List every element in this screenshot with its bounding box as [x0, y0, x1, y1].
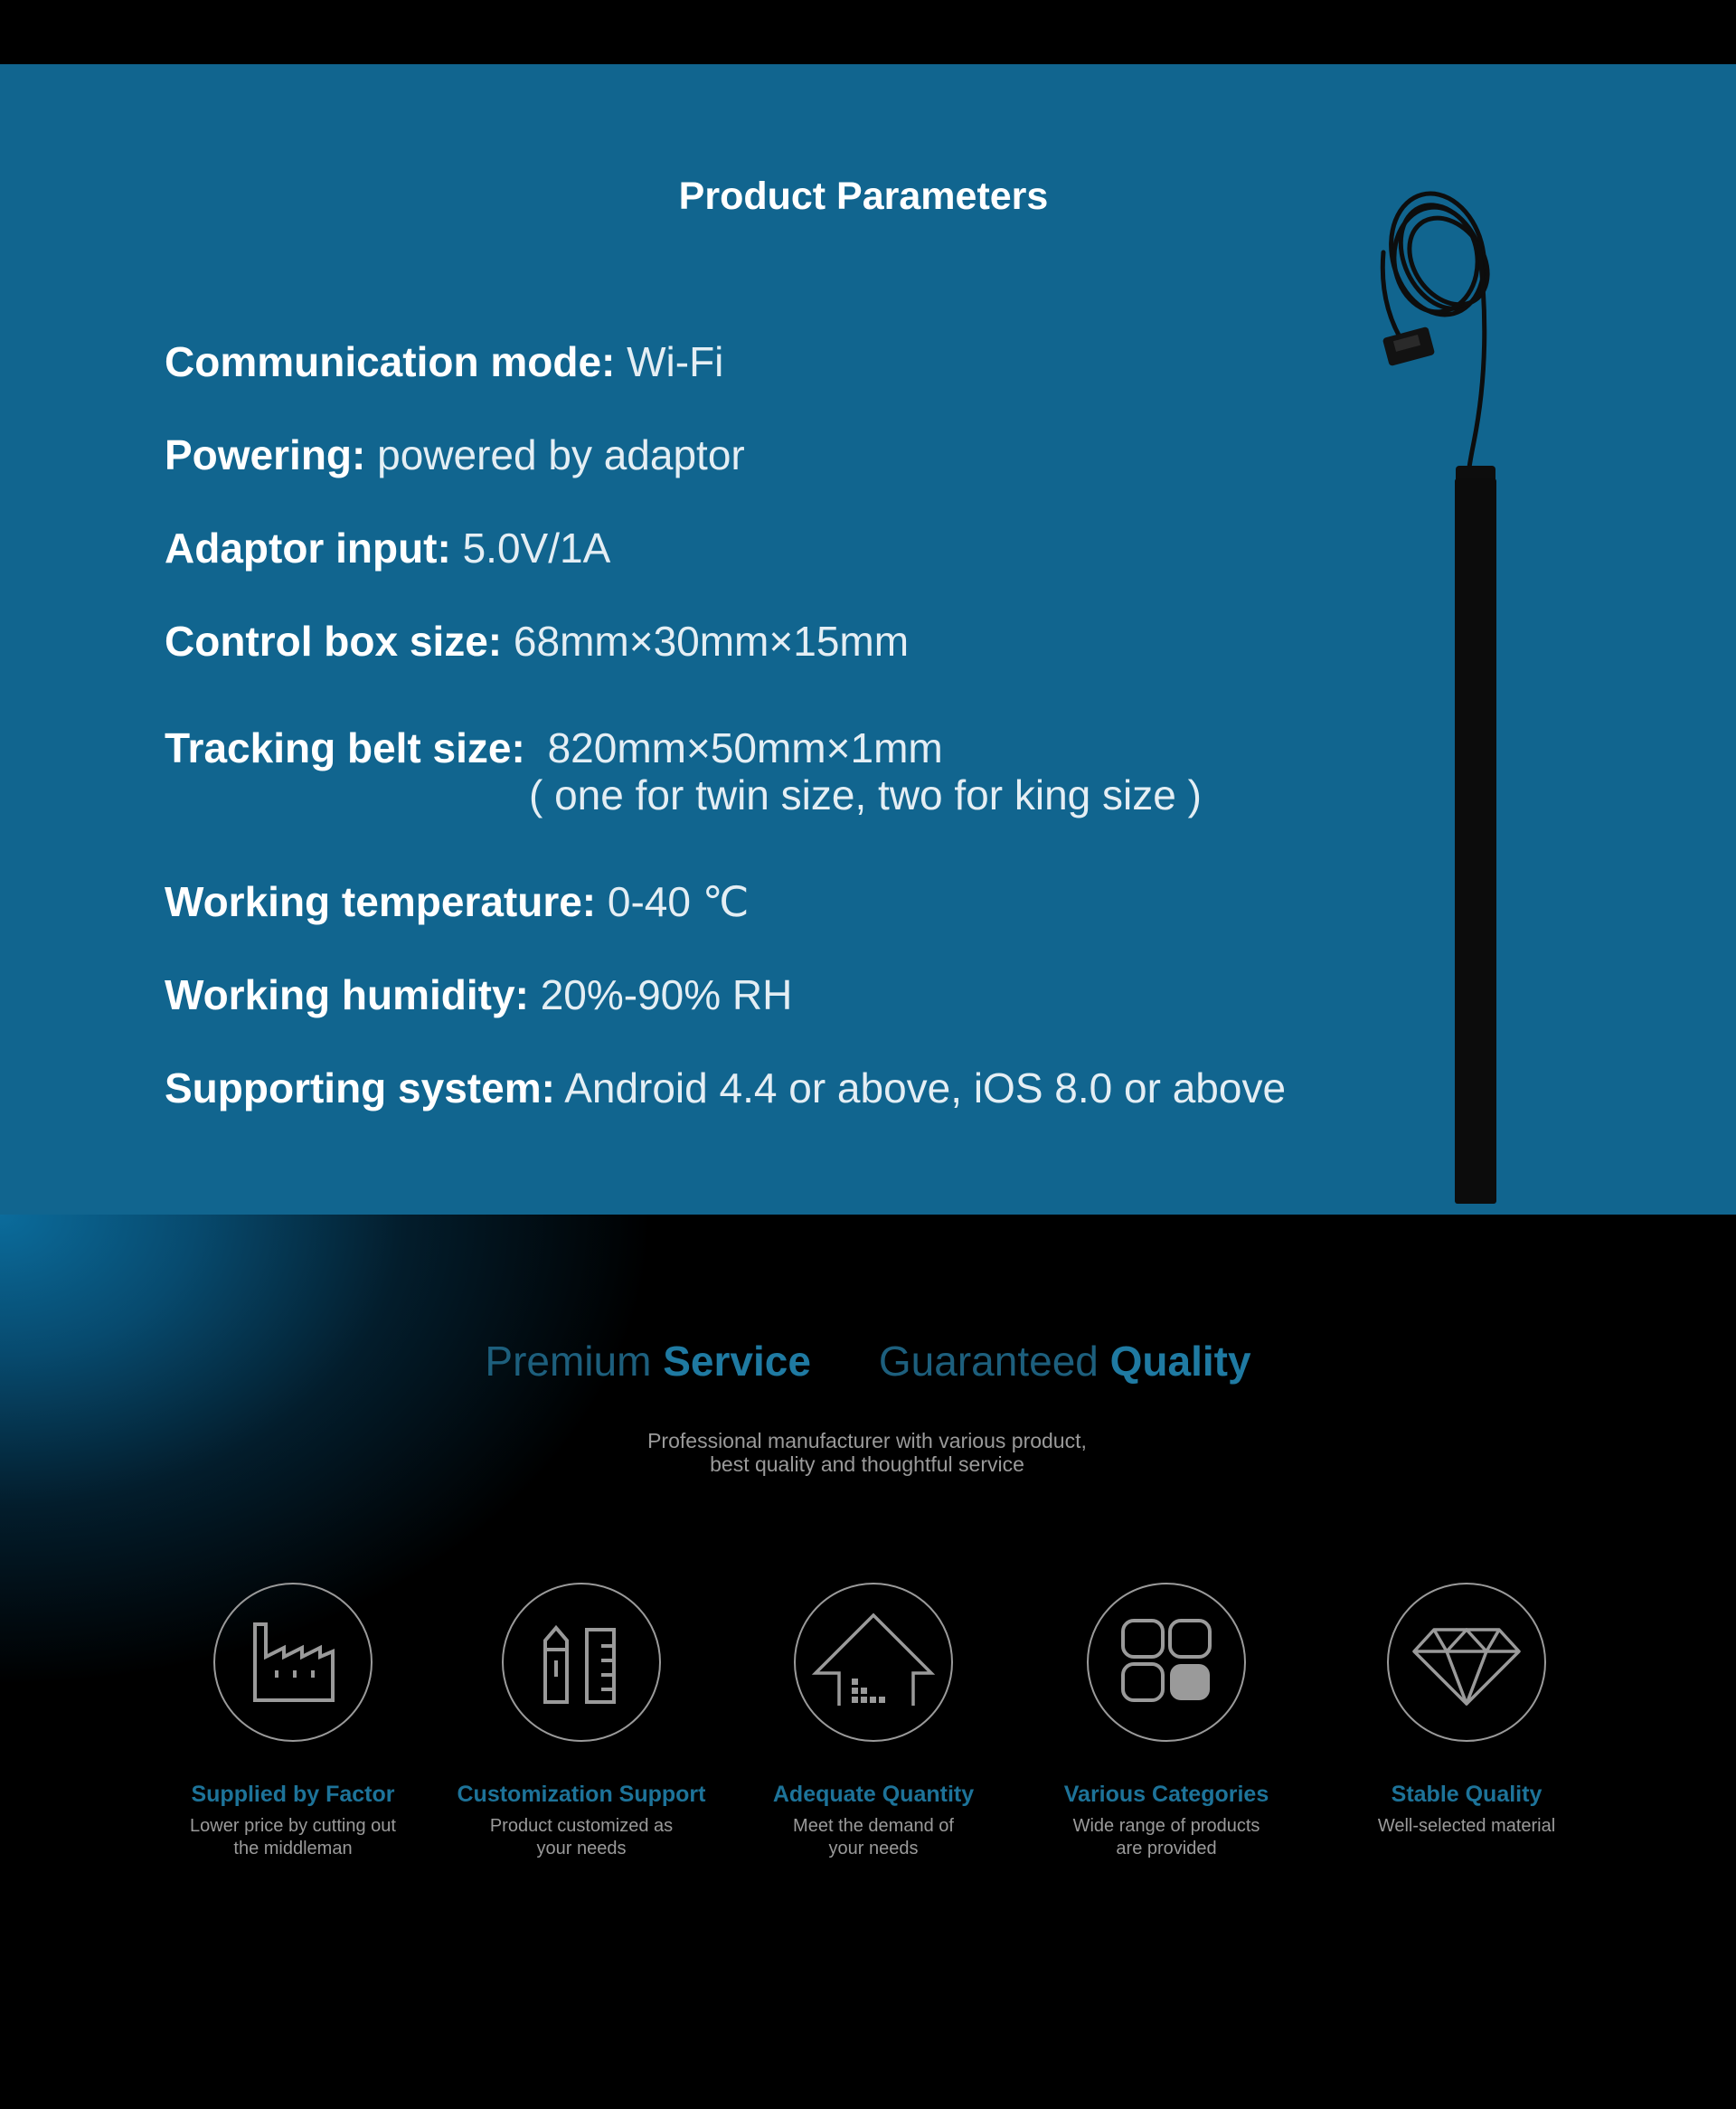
param-label: Control box size:	[165, 618, 503, 665]
feature-description: Product customized as your needs	[489, 1816, 674, 1858]
param-value: 68mm×30mm×15mm	[513, 618, 910, 665]
parameters-panel	[0, 64, 1736, 1215]
param-note: ( one for twin size, two for king size )	[529, 771, 1202, 818]
param-label: Working humidity:	[165, 971, 529, 1018]
parameters-title: Product Parameters	[678, 175, 1049, 218]
service-headline	[0, 1337, 1736, 1386]
param-row-humidity	[165, 970, 792, 1019]
categories-icon	[1089, 1584, 1244, 1740]
feature-description: Meet the demand of your needs	[793, 1816, 954, 1858]
param-label: Communication mode:	[165, 338, 616, 385]
param-value: powered by adaptor	[377, 431, 745, 478]
feature-description: Wide range of products are provided	[1072, 1816, 1260, 1858]
param-row-temperature	[165, 877, 749, 926]
feature-description: Lower price by cutting out the middleman	[190, 1816, 396, 1858]
feature-supplied-by-factor	[148, 1583, 438, 1860]
feature-title: Supplied by Factor	[191, 1782, 395, 1807]
feature-customization-support	[437, 1583, 726, 1860]
house-icon	[796, 1584, 951, 1740]
headline-guaranteed: Guaranteed	[878, 1338, 1110, 1385]
param-row-powering	[165, 430, 745, 479]
param-value: 20%-90% RH	[540, 971, 793, 1018]
param-label: Supporting system:	[165, 1064, 555, 1111]
param-value: 0-40 ℃	[607, 878, 750, 925]
feature-description: Well-selected material	[1377, 1816, 1556, 1836]
param-label: Adaptor input:	[165, 525, 451, 572]
factory-icon	[215, 1584, 371, 1740]
param-value: Wi-Fi	[627, 338, 724, 385]
param-value: 5.0V/1A	[462, 525, 611, 572]
subtitle-line-1: Professional manufacturer with various product,	[647, 1429, 1087, 1452]
feature-title: Stable Quality	[1391, 1782, 1543, 1807]
param-row-communication	[165, 337, 723, 386]
feature-adequate-quantity	[729, 1583, 1018, 1860]
customization-icon	[504, 1584, 659, 1740]
feature-various-categories	[1022, 1583, 1311, 1860]
diamond-icon	[1389, 1584, 1544, 1740]
param-row-control-box	[165, 617, 909, 666]
feature-title: Adequate Quantity	[772, 1782, 975, 1807]
param-row-adaptor-input	[165, 524, 610, 572]
feature-title: Various Categories	[1063, 1782, 1269, 1807]
param-row-tracking-belt	[165, 723, 1202, 818]
param-label: Working temperature:	[165, 878, 597, 925]
param-value: Android 4.4 or above, iOS 8.0 or above	[564, 1064, 1287, 1111]
sensor-belt-image	[1365, 171, 1546, 1211]
service-subtitle	[0, 1429, 1734, 1476]
param-row-supporting-system	[165, 1064, 1286, 1112]
feature-title: Customization Support	[457, 1782, 706, 1807]
feature-stable-quality	[1322, 1583, 1611, 1838]
headline-premium: Premium	[485, 1338, 664, 1385]
param-value: 820mm×50mm×1mm	[547, 724, 943, 771]
param-label: Tracking belt size:	[165, 724, 525, 771]
subtitle-line-2: best quality and thoughtful service	[710, 1452, 1024, 1476]
headline-service: Service	[663, 1338, 811, 1385]
headline-quality: Quality	[1109, 1338, 1251, 1385]
param-label: Powering:	[165, 431, 366, 478]
